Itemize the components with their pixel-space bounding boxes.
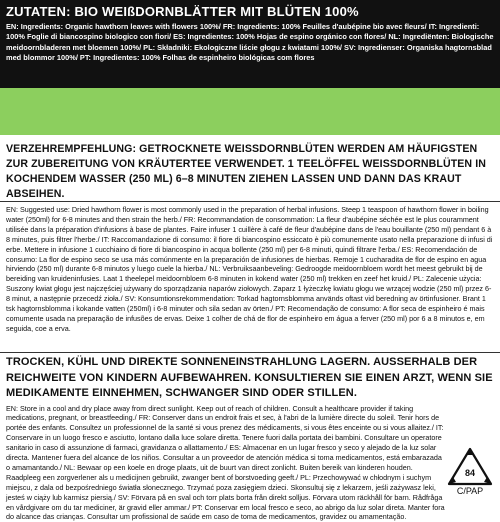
ingredients-translations: EN: Ingredients: Organic hawthorn leaves with flowers 100%/ FR: Ingredients: 100% Feuilles d'aubépine bio avec fleurs/ IT: Ingredienti: 100% Foglie di biancospino biologico con fiori/ ES: Ingredientes: 100% Hojas de espino orgánico con flores/ NL: Ingrediënten: Biologische meidoornbladeren met bloemen 100%/ PL: Składniki: Ekologiczne liście głogu z kwiatami 100%/ SV: Ingredienser: Organiska hagtornsblad med blommor 100%/ PT: Ingredientes: 100% Folhas de espinheiro biológicas com flores (6, 22, 494, 63)
ingredients-band (0, 0, 500, 88)
usage-translations: EN: Suggested use: Dried hawthorn flower is most commonly used in the preparation of herbal infusions. Steep 1 teaspoon of hawthorn flower in boiling water (250ml) for 6-8 minutes and then strain the herb./ FR: Recommandation de consommation: La fleur d'aubépine séchée est le plus couramment utilisée dans la préparation d'infusions à base de plantes. Faire infuser 1 cuillère à café de fleur d'aubépine dans de l'eau bouillante (250 ml) pendant 6 à 8 minutes, puis filtrer l'herbe./ IT: Raccomandazione di consumo: il fiore di biancospino essiccato è più comunemente usato nella preparazione di infusi di erbe. Mettere in infusione 1 cucchiaino di fiore di biancospino in acqua bollente (250 ml) per 6-8 minuti, quindi filtrare l'erba./ ES: Recomendación de consumo: La flor de espino seco se usa más comúnmente en la preparación de infusiones de hierbas. Remoje 1 cucharadita de flor de espino en agua hirviendo (250 ml) durante 6-8 minutos y luego cuele la hierba./ NL: Verbruiksaanbeveling: Gedroogde meidoornbloem wordt het meest gebruikt bij de bereiding van kruideninfusies. Laat 1 theelepel meidoornbloem 6-8 minuten in kokend water (250 ml) trekken en zeef het kruid./ PL: Zalecenie użycia: Suszony kwiat głogu jest najczęściej używany do sporządzania naparów ziołowych. Zaparz 1 łyżeczkę kwiatu głogu we wrzącej wodzie (250 ml) przez 6-8 minut, a następnie przecedź zioła./ SV: Konsumtionsrekommendation: Torkad hagtornsblomma används oftast vid beredning av örtinfusioner. Brant 1 tsk hagtornsblomma i kokande vatten (250ml) i 6-8 minuter och sila sedan av örten./ PT: Recomendação de consumo: A flor seca de espinheiro é mais comumente usada na preparação de infusões de ervas. Deixe 1 colher de chá de flor de espinheiro em água a ferver (250 ml) por 6 a 8 minutos e, em seguida, coe a erva. (6, 205, 494, 334)
storage-heading: TROCKEN, KÜHL UND DIREKTE SONNENEINSTRAHLUNG LAGERN. AUSSERHALB DER REICHWEITE VON KINDERN AUFBEWAHREN. KONSULTIEREN SIE EINEN ARZT, WENN SIE MEDIKAMENTE EINNEHMEN, SCHWANGER SIND ODER STILLEN. (6, 355, 494, 402)
recycling-material: C/PAP (457, 486, 483, 496)
storage-translations: EN: Store in a cool and dry place away from direct sunlight. Keep out of reach of children. Consult a healthcare provider if taking medications, pregnant, or breastfeeding./ FR: Conserver dans un endroit frais et sec, à l'abri de la lumière directe du soleil. Tenir hors de portée des enfants. Consultez un professionnel de la santé si vous prenez des médicaments, si vous êtes enceinte ou si vous allaitez./ IT: Conservare in un luogo fresco e asciutto, lontano dalla luce solare diretta. Tenere fuori dalla portata dei bambini. Consultare un operatore sanitario in caso di assunzione di farmaci, gravidanza o allattamento./ ES: Almacenar en un lugar fresco y seco y alejado de la luz solar directa. Mantener fuera del alcance de los niños. Consultar a un proveedor de atención médica si toma medicamentos, está embarazada o amamantando./ NL: Bewaar op een koele en droge plaats, uit de buurt van direct zonlicht. Buiten bereik van kinderen houden. Raadpleeg een zorgverlener als u medicijnen gebruikt, zwanger bent of borstvoeding geeft./ PL: Przechowywać w chłodnym i suchym miejscu, z dala od bezpośredniego światła słonecznego. Trzymać poza zasięgiem dzieci. Skonsultuj się z lekarzem, jeśli zażywasz leki, jesteś w ciąży lub karmisz piersią./ SV: Förvara på en sval och torr plats borta från direkt solljus. Förvara utom räckhåll för barn. Rådfråga en vårdgivare om du tar mediciner, är gravid eller ammar./ PT: Conservar em local fresco e seco, ao abrigo da luz solar direta. Manter fora do alcance das crianças. Consultar um profissional de saúde em caso de toma de medicamentos, gravidez ou amamentação. (6, 404, 446, 522)
storage-section (0, 355, 500, 522)
usage-heading: VERZEHREMPFEHLUNG: GETROCKNETE WEISSDORNBLÜTEN WERDEN AM HÄUFIGSTEN ZUR ZUBEREITUNG VON KRÄUTERTEE VERWENDET. 1 TEELÖFFEL WEISSDORNBLÜTEN IN KOCHENDEM WASSER (250 ML) 6–8 MINUTEN ZIEHEN LASSEN UND DANN DAS KRAUT ABSEIHEN. (6, 142, 494, 202)
usage-section (0, 142, 500, 202)
green-color-band (0, 88, 500, 135)
recycling-icon (446, 446, 494, 496)
storage-divider (0, 352, 500, 353)
ingredients-title: ZUTATEN: BIO WEIßDORNBLÄTTER MIT BLÜTEN 100% (6, 4, 494, 20)
recycling-code: 84 (465, 468, 475, 478)
usage-divider (0, 201, 500, 202)
